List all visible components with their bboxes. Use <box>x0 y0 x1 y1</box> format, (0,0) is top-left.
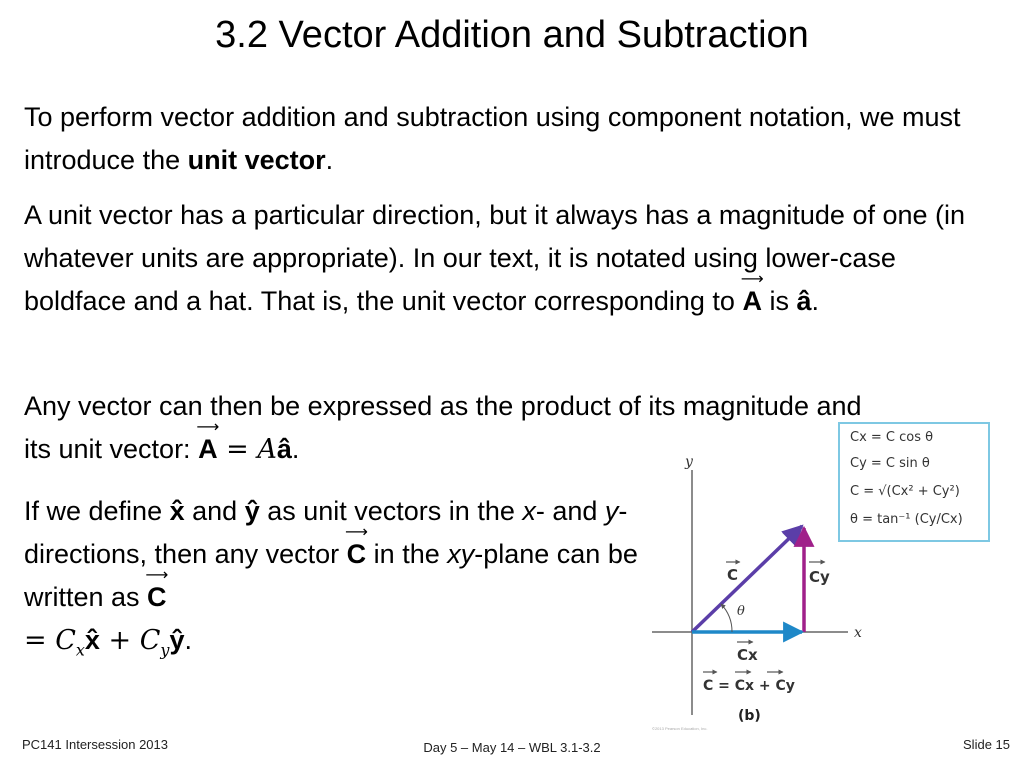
component-subscript: y <box>160 640 170 660</box>
label-C <box>726 562 740 584</box>
vector-A: ⟶ A <box>742 280 762 323</box>
component-Cx <box>55 625 85 660</box>
component-Cy <box>139 625 170 660</box>
slide-title: 3.2 Vector Addition and Subtraction <box>215 14 809 56</box>
formula-magnitude: C = √(Cx² + Cy²) <box>850 484 960 499</box>
text-span: Any vector can then be expressed as the product of its magnitude and its unit vector: <box>24 391 862 464</box>
italic-xy: xy <box>447 539 475 569</box>
text-span: . <box>325 145 334 175</box>
text-span: -directions, then any vector <box>24 496 628 569</box>
vector-C: ⟶ C <box>347 533 367 576</box>
unit-vector-x-hat: x̂ <box>169 496 185 526</box>
italic-y: y <box>604 496 619 526</box>
vector-components-diagram <box>640 420 1000 735</box>
vector-sum-text: C = Cx + Cy <box>703 678 795 694</box>
unit-vector-a-hat: â <box>796 286 812 316</box>
text-span: is <box>761 286 797 316</box>
panel-label: (b) <box>738 708 761 724</box>
text-span: If we define <box>24 496 170 526</box>
paragraph-unit-vector-definition <box>24 194 994 323</box>
italic-x: x <box>522 496 536 526</box>
text-span: - and <box>535 496 605 526</box>
footer-course: PC141 Intersession 2013 <box>22 737 168 752</box>
unit-vector-x-hat: x̂ <box>84 625 100 655</box>
formula-angle: θ = tan⁻¹ (Cy/Cx) <box>850 512 963 527</box>
equals-sign: = <box>24 625 56 656</box>
label-C-text: C <box>727 566 739 584</box>
equals-sign: = <box>217 434 258 465</box>
theta-label: θ <box>737 604 745 619</box>
text-span: as unit vectors in the <box>259 496 523 526</box>
unit-vector-y-hat: ŷ <box>169 625 185 655</box>
y-axis-label: y <box>685 454 693 470</box>
theta-arc <box>721 604 732 632</box>
text-span: and <box>184 496 245 526</box>
footer-slide-number: Slide 15 <box>963 737 1010 752</box>
unit-vector-a-hat: â <box>276 434 292 464</box>
component-letter: C <box>55 625 76 656</box>
label-Cx-text: Cx <box>737 646 758 664</box>
x-axis-label: x <box>854 625 862 641</box>
text-span: in the <box>366 539 448 569</box>
formula-cy: Cy = C sin θ <box>850 456 930 471</box>
paragraph-unit-vector-intro <box>24 96 984 182</box>
text-span: To perform vector addition and subtraction using component notation, we must introduce the <box>24 102 961 175</box>
vector-A: ⟶ A <box>198 428 218 471</box>
component-subscript: x <box>75 640 85 660</box>
copyright-credit: ©2013 Pearson Education, Inc. <box>652 726 708 731</box>
label-Cx <box>737 642 758 664</box>
unit-vector-y-hat: ŷ <box>244 496 260 526</box>
formula-cx: Cx = C cos θ <box>850 430 934 445</box>
footer-day: Day 5 – May 14 – WBL 3.1-3.2 <box>423 740 601 755</box>
text-span: A unit vector has a particular direction, but it always has a magnitude of one (in whatever units are appropriate). In our text, it is notated using lower-case boldface and a hat. That is, the unit vector corresponding to <box>24 200 966 316</box>
label-Cy-text: Cy <box>809 568 830 586</box>
paragraph-component-notation <box>24 490 664 671</box>
text-span: . <box>291 434 300 464</box>
text-span: . <box>811 286 820 316</box>
vector-C-arrow <box>692 526 802 632</box>
scalar-A: A <box>257 434 277 465</box>
text-span: . <box>184 625 193 655</box>
label-Cy <box>809 562 830 586</box>
text-span: -plane can be written as <box>24 539 638 612</box>
unit-vector-term: unit vector <box>187 145 326 175</box>
vector-C: ⟶ C <box>147 576 167 619</box>
vector-sum-equation <box>703 672 795 694</box>
plus-sign: + <box>99 625 140 656</box>
component-letter: C <box>139 625 161 656</box>
